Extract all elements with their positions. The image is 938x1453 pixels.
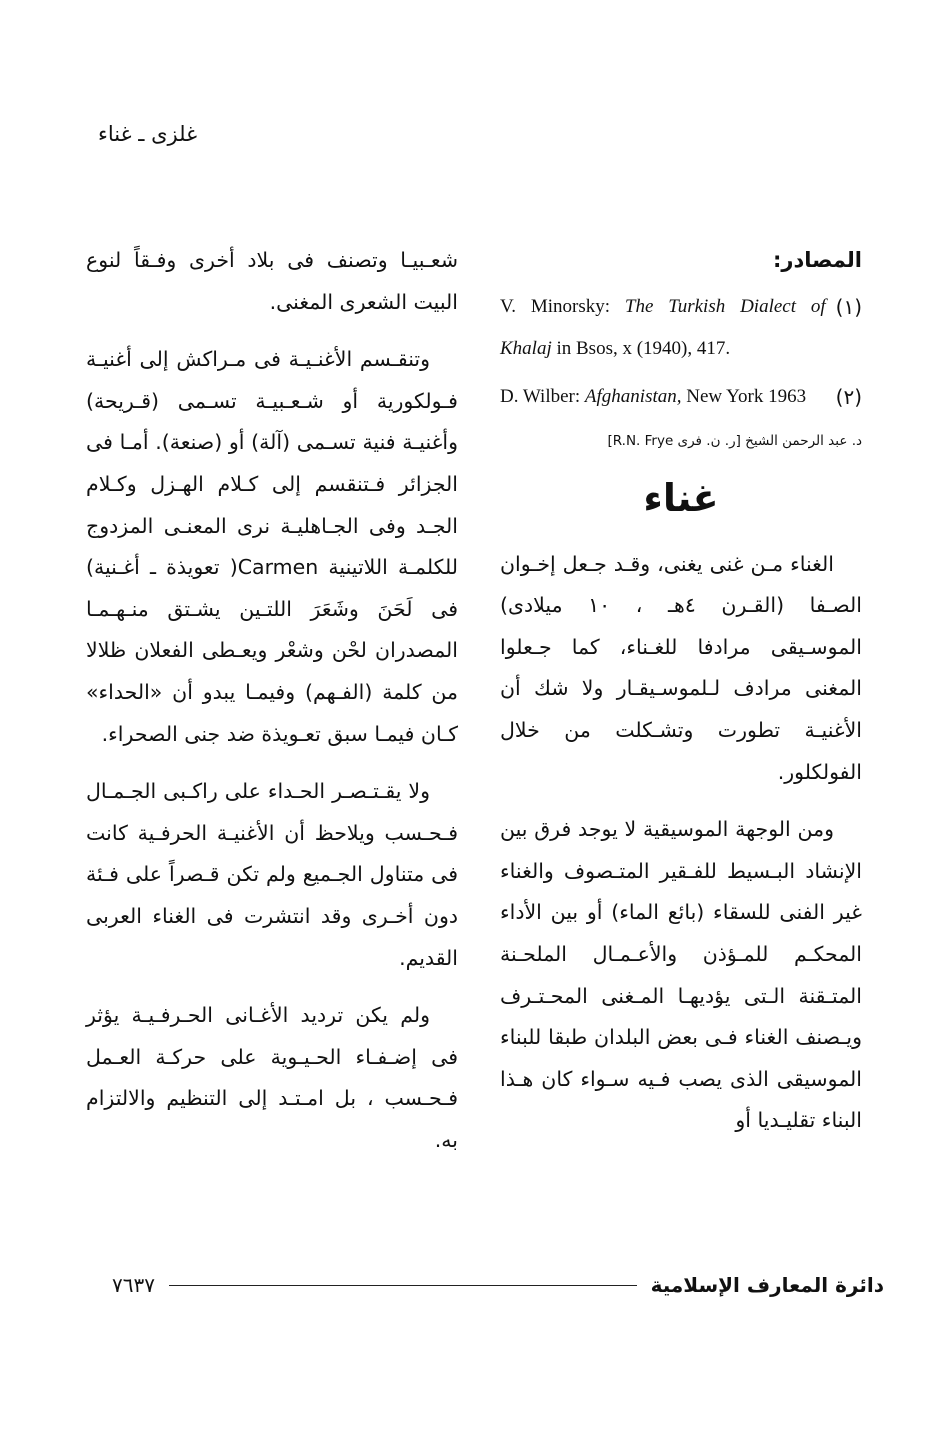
body-paragraph: الغناء مـن غنى يغنى، وقـد جـعل إخـوان الصـفا (القـرن ٤هـ ، ١٠ ميلادى) الموسـيقى مرادفا للغـناء، كما جـعلوا المغنى مرادف لـلموسـيقـار ولا شك أن الأغنيـة تطورت وتشـكلت من خلال الفولكلور.	[500, 551, 862, 784]
body-paragraph: ولا يقـتـصـر الحـداء على راكـبى الجـمـال فـحـسب ويلاحظ أن الأغنيـة الحرفـية كانت فى متناول الجـميع ولم تكن قـصراً على فـئة دون أخـرى وقد انتشرت فى الغناء العربى القديم.	[86, 779, 458, 970]
sources-heading: المصادر:	[772, 248, 862, 272]
reference-item	[500, 286, 862, 370]
author-credit: د. عبد الرحمن الشيخ [ر. ن. فرى R.N. Frye]	[607, 432, 862, 449]
journal-name: دائرة المعارف الإسلامية	[650, 1273, 884, 1297]
body-paragraph: شعـبيـا وتصنف فى بلاد أخرى وفـقاً لنوع البيت الشعرى المغنى.	[86, 248, 458, 314]
reference-text: D. Wilber: Afghanistan, New York 1963	[500, 385, 807, 407]
right-column	[500, 240, 862, 1142]
reference-number: (١)	[835, 294, 862, 319]
page-number: ٧٦٣٧	[112, 1273, 155, 1297]
body-paragraph: وتنقـسم الأغنـيـة فى مـراكش إلى أغنيـة فـولكورية أو شـعـبيـة تسـمى (قـريحة) وأغنيـة فنية تسـمى (آلة) أو (صنعة). أمـا فى الجزائر فـتنقسم إلى كـلام الهـزل وكـلام الجـد وفى الجـاهليـة نرى المعنـى المزدوج للكلمـة اللاتينية Carmen( تعويذة ـ أغـنية) فى لَحَنَ وشَعَرَ اللتـين يشـتق منـهـمـا المصدران لحْن وشعْر ويعـطى الفعلان ظلالا من كلمة (الفـهم) وفيمـا يبدو أن «الحداء» كـان فيمـا سبق تعـويذة ضد جنى الصحراء.	[86, 347, 458, 746]
page-footer	[112, 1270, 884, 1300]
running-title: غلزى ـ غناء	[98, 122, 198, 146]
article-title: غناء	[643, 475, 719, 520]
body-paragraph: ومن الوجهة الموسيقية لا يوجد فرق بين الإنشاد البـسيط للفـقير المتـصوف والغناء غير الفنى للسقاء (بائع الماء) أو بين الأداء المحكـم للمـؤذن والأعـمـال الملحـنة المتـقنة الـتى يؤديهـا المـغنى المحـتـرف ويـصنف الغناء فـى بعض البلدان طبقا للبناء الموسيقى الذى يصب فـيه سـواء كان هـذا البناء تقليـديا أو	[500, 817, 862, 1133]
reference-item	[500, 376, 862, 418]
footer-rule	[169, 1285, 637, 1286]
reference-text: V. Minorsky: The Turkish Dialect of Khalaj in Bsos, x (1940), 417.	[500, 295, 826, 359]
body-paragraph: ولم يكن ترديد الأغـانى الحـرفـيـة يؤثر فى إضـفـاء الحـيـوية على حركـة العـمل فـحـسب ، بل امـتـد إلى التنظيم والالتزام به.	[86, 1003, 458, 1152]
reference-number: (٢)	[835, 384, 862, 409]
left-column	[86, 240, 458, 1161]
